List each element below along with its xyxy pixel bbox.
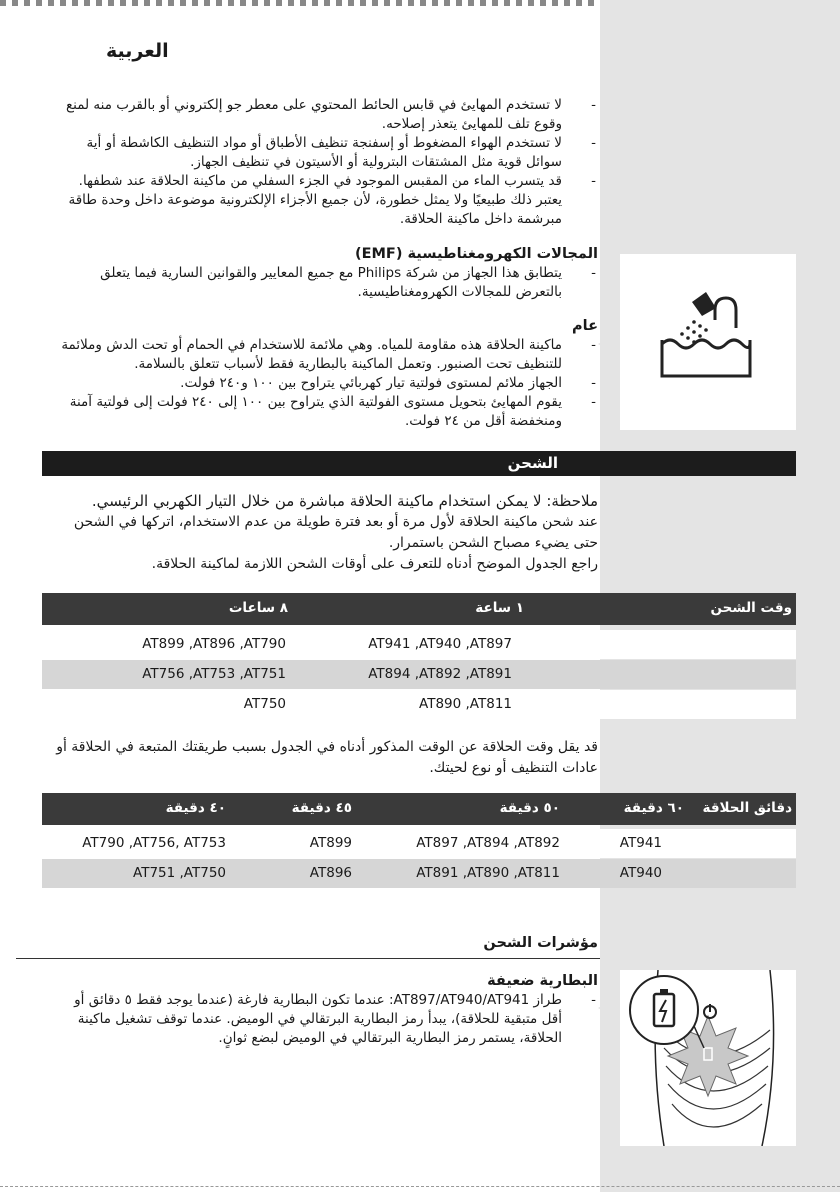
- charging-section-bar: [42, 451, 796, 476]
- table-cell: AT890 ,AT811: [419, 696, 512, 712]
- indicators-heading: مؤشرات الشحن: [483, 935, 598, 951]
- table-cell: AT899 ,AT896 ,AT790: [142, 636, 286, 652]
- shaving-minutes-table-header: [42, 793, 796, 825]
- charging-text: [50, 491, 598, 575]
- table-cell: AT897 ,AT894 ,AT892: [416, 835, 560, 851]
- section-divider: [16, 958, 600, 959]
- table-cell: AT899: [309, 835, 352, 851]
- shower-water-icon: [620, 254, 796, 430]
- table-cell: AT941 ,AT940 ,AT897: [368, 636, 512, 652]
- table-cell: AT896: [309, 865, 352, 881]
- table-row: [42, 660, 796, 689]
- charging-time-table-header: [42, 593, 796, 625]
- shaver-illustration: [620, 970, 796, 1146]
- table-cell: AT756 ,AT753 ,AT751: [142, 666, 286, 682]
- charging-section-title: الشحن: [507, 454, 558, 472]
- table-cell: AT751 ,AT750: [133, 865, 226, 881]
- table-header-cell: ٤٠ دقيقة: [165, 800, 226, 816]
- charging-paragraph: راجع الجدول الموضح أدناه للتعرف على أوقات الشحن اللازمة لماكينة الحلاقة.: [151, 556, 598, 572]
- table-header-cell: ٦٠ دقيقة: [623, 800, 684, 816]
- table-row: [42, 859, 796, 888]
- warnings-section: [50, 96, 598, 229]
- warning-item: - قد يتسرب الماء من المقبس الموجود في الجزء السفلي من ماكينة الحلاقة عند شطفها. يعتبر ذلك طبيعيًا ولا يمثل خطورة، لأن جميع الأجزاء الإلكترونية موضوعة داخل وحدة طاقة مبرشمة داخل ماكينة الحلاقة.: [50, 172, 598, 229]
- shaver-battery-icon: [620, 970, 796, 1146]
- warning-item: - لا تستخدم الهواء المضغوط أو إسفنجة تنظيف الأطباق أو مواد التنظيف الكاشطة أو أية سوائل قوية مثل المشتقات البترولية أو الأسيتون في تنظيف الجهاز.: [50, 134, 598, 172]
- table-header-cell: وقت الشحن: [710, 600, 792, 616]
- charging-paragraph: عند شحن ماكينة الحلاقة لأول مرة أو بعد فترة طويلة من عدم الاستخدام، اتركها في الشحن حتى يضيء مصباح الشحن باستمرار.: [73, 514, 598, 551]
- emf-heading: المجالات الكهرومغناطيسية (EMF): [354, 246, 598, 262]
- warning-item: - لا تستخدم المهايئ في قابس الحائط المحتوي على معطر جو إلكتروني أو بالقرب منه لمنع وقوع تلف للمهايئ يتعذر إصلاحه.: [50, 96, 598, 134]
- general-item: - الجهاز ملائم لمستوى فولتية تيار كهربائي يتراوح بين ١٠٠ و٢٤٠ فولت.: [50, 374, 598, 393]
- table-header-cell: ٤٥ دقيقة: [291, 800, 352, 816]
- table-cell: AT891 ,AT890 ,AT811: [416, 865, 560, 881]
- table-cell: AT941: [619, 835, 662, 851]
- table-row: [42, 690, 796, 719]
- charging-note: ملاحظة: لا يمكن استخدام ماكينة الحلاقة مباشرة من خلال التيار الكهربي الرئيسي.: [91, 492, 598, 510]
- general-item: - يقوم المهايئ بتحويل مستوى الفولتية الذي يتراوح بين ١٠٠ إلى ٢٤٠ فولت إلى فولتية آمنة ومنخفضة أقل من ٢٤ فولت.: [50, 393, 598, 431]
- table-cell: AT894 ,AT892 ,AT891: [368, 666, 512, 682]
- indicators-heading-wrap: [50, 934, 598, 953]
- indicator-item: - طراز AT897/AT940/AT941: عندما تكون البطارية فارغة (عندما يوجد فقط ٥ دقائق أو أقل متبقية للحلاقة)، يبدأ رمز البطارية البرتقالي في الوميض. عندما توقف تشغيل ماكينة الحلاقة، يستمر رمز البطارية البرتقالي في الوميض لبضع ثوانٍ.: [50, 991, 598, 1048]
- page-language-title: العربية: [106, 40, 169, 62]
- general-section: [50, 317, 598, 431]
- table-cell: AT750: [243, 696, 286, 712]
- emf-section: [50, 245, 598, 302]
- table-header-cell: ٥٠ دقيقة: [499, 800, 560, 816]
- table-row: [42, 630, 796, 659]
- low-battery-section: [50, 972, 598, 1048]
- table-header-cell: ١ ساعة: [475, 600, 524, 616]
- table-header-cell: ٨ ساعات: [228, 600, 288, 616]
- emf-item: - يتطابق هذا الجهاز من شركة Philips مع جميع المعايير والقوانين السارية فيما يتعلق بالتعرض للمجالات الكهرومغناطيسية.: [50, 264, 598, 302]
- table-cell: AT940: [619, 865, 662, 881]
- shower-illustration: [620, 254, 796, 430]
- shaving-time-note: قد يقل وقت الحلاقة عن الوقت المذكور أدناه في الجدول بسبب طريقتك المتبعة في الحلاقة أو عادات التنظيف أو نوع لحيتك.: [56, 739, 598, 776]
- general-heading: عام: [572, 318, 598, 334]
- table-header-cell: دقائق الحلاقة: [702, 800, 792, 816]
- illustration-pointer: [598, 996, 620, 1020]
- general-item: - ماكينة الحلاقة هذه مقاومة للمياه. وهي ملائمة للاستخدام في الحمام أو تحت الدش وملائمة للتنظيف تحت الصنبور. وتعمل الماكينة بالبطارية فقط لأسباب تتعلق بالسلامة.: [50, 336, 598, 374]
- table-row: [42, 829, 796, 858]
- low-battery-heading: البطارية ضعيفة: [487, 973, 598, 989]
- table-cell: AT790 ,AT756, AT753: [82, 835, 226, 851]
- illustration-pointer: [598, 332, 620, 356]
- bottom-perforation: [0, 1186, 840, 1187]
